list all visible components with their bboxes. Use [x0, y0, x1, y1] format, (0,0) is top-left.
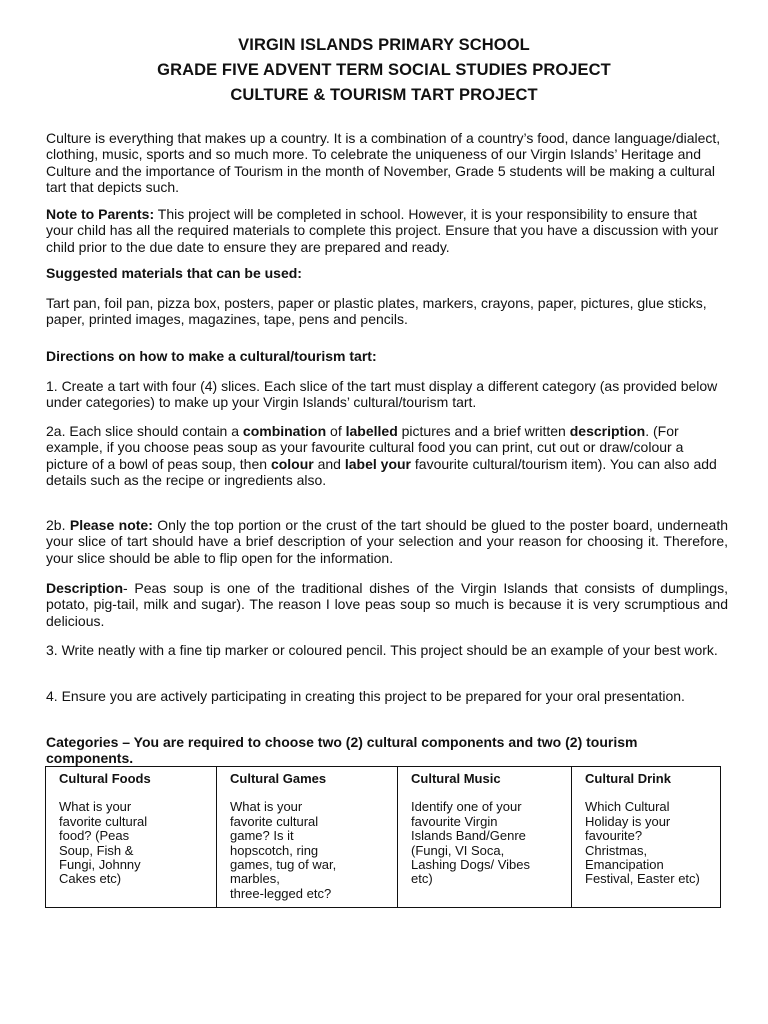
category-description: What is your favorite cultural food? (Peas Soup, Fish & Fungi, Johnny Cakes etc)	[59, 799, 148, 887]
step-2a-bold-combination: combination	[242, 423, 327, 439]
project-title: GRADE FIVE ADVENT TERM SOCIAL STUDIES PROJECT	[157, 61, 611, 79]
materials-heading	[46, 265, 728, 281]
step-2a-bold-colour: colour	[270, 455, 314, 472]
note-label: Note to Parents:	[46, 206, 155, 222]
note-text: This project will be completed in school. However, it is your responsibility to ensure that your child has all the required materials to complete this project. Ensure that you have a discussion with your child prior to the due date to ensure they are prepared and ready.	[46, 206, 719, 255]
intro-paragraph: Culture is everything that makes up a country. It is a combination of a country’s food, dance language/dialect, clothing, music, sports and so much more. To celebrate the uniqueness of our Virgin Islands’ Heritage and Culture and the importance of Tourism in the month of November, Grade 5 students will be making a cultural tart that depicts such.	[46, 130, 721, 195]
category-description: What is your favorite cultural game? Is it hopscotch, ring games, tug of war, marbles, three-legged etc?	[230, 799, 337, 901]
category-title: Cultural Foods	[59, 771, 151, 786]
category-description: Which Cultural Holiday is your favourite? Christmas, Emancipation Festival, Easter etc)	[585, 799, 700, 887]
categories-table	[45, 766, 721, 908]
step-2a-bold-description: description	[569, 423, 646, 439]
direction-step-2a	[46, 423, 728, 488]
directions-heading	[46, 348, 728, 364]
step-2a-text-2: of	[326, 423, 346, 439]
categories-heading-text: Categories – You are required to choose two (2) cultural components and two (2) tourism components.	[46, 734, 638, 767]
step-2a-text-6: favourite cultural/tourism item). You can also add details such as the recipe or ingredients also.	[46, 455, 717, 488]
description-label: Description	[46, 580, 124, 596]
materials-list: Tart pan, foil pan, pizza box, posters, paper or plastic plates, markers, crayons, paper, pictures, glue sticks, paper, printed images, magazines, tape, pens and pencils.	[46, 295, 707, 328]
category-cell-cultural-foods	[46, 767, 217, 908]
direction-step-2b	[46, 517, 728, 566]
project-subtitle: CULTURE & TOURISM TART PROJECT	[230, 86, 538, 104]
category-cell-cultural-drink	[572, 767, 721, 908]
step-2a-bold-label-your: label your	[344, 455, 411, 472]
description-text: - Peas soup is one of the traditional dishes of the Virgin Islands that consists of dumplings, potato, pig-tail, milk and sugar). The reason I love peas soup so much is because it is very scrumptious and delicious.	[46, 580, 728, 629]
direction-step-3: 3. Write neatly with a fine tip marker or coloured pencil. This project should be an example of your best work.	[46, 642, 718, 658]
school-title: VIRGIN ISLANDS PRIMARY SCHOOL	[238, 36, 530, 54]
step-2b-please-note: Please note:	[69, 517, 153, 533]
category-cell-cultural-games	[217, 767, 398, 908]
step-2a-bold-labelled: labelled	[345, 423, 398, 439]
category-title: Cultural Music	[411, 771, 501, 786]
step-2a-text-5: and	[313, 455, 345, 472]
direction-step-1: 1. Create a tart with four (4) slices. Each slice of the tart must display a different category (as provided below under categories) to make up your Virgin Islands’ cultural/tourism tart.	[46, 378, 718, 411]
note-to-parents	[46, 206, 728, 255]
category-title: Cultural Games	[230, 771, 327, 786]
example-description	[46, 580, 728, 629]
direction-step-4: 4. Ensure you are actively participating in creating this project to be prepared for your oral presentation.	[46, 688, 685, 704]
category-description: Identify one of your favourite Virgin Islands Band/Genre (Fungi, VI Soca, Lashing Dogs/ Vibes etc)	[411, 799, 531, 887]
step-2a-text-3: pictures and a brief written	[397, 423, 570, 439]
materials-heading-text: Suggested materials that can be used:	[46, 265, 302, 281]
step-2a-text-4: . (For example, if you choose peas soup as your favourite cultural food you can print, cut out or draw/colour a picture of a bowl of peas soup, then	[46, 423, 684, 472]
step-2b-text-2: Only the top portion or the crust of the tart should be glued to the poster board, underneath your slice of tart should have a brief description of your selection and your reason for choosing it. Therefore, your slice should be able to flip open for the information.	[46, 517, 728, 566]
step-2a-text-1: 2a. Each slice should contain a	[46, 423, 243, 439]
category-title: Cultural Drink	[585, 771, 671, 786]
step-2b-text-1: 2b.	[46, 517, 70, 533]
table-row	[46, 767, 721, 908]
categories-heading	[46, 734, 728, 767]
directions-heading-text: Directions on how to make a cultural/tourism tart:	[46, 348, 377, 364]
category-cell-cultural-music	[398, 767, 572, 908]
